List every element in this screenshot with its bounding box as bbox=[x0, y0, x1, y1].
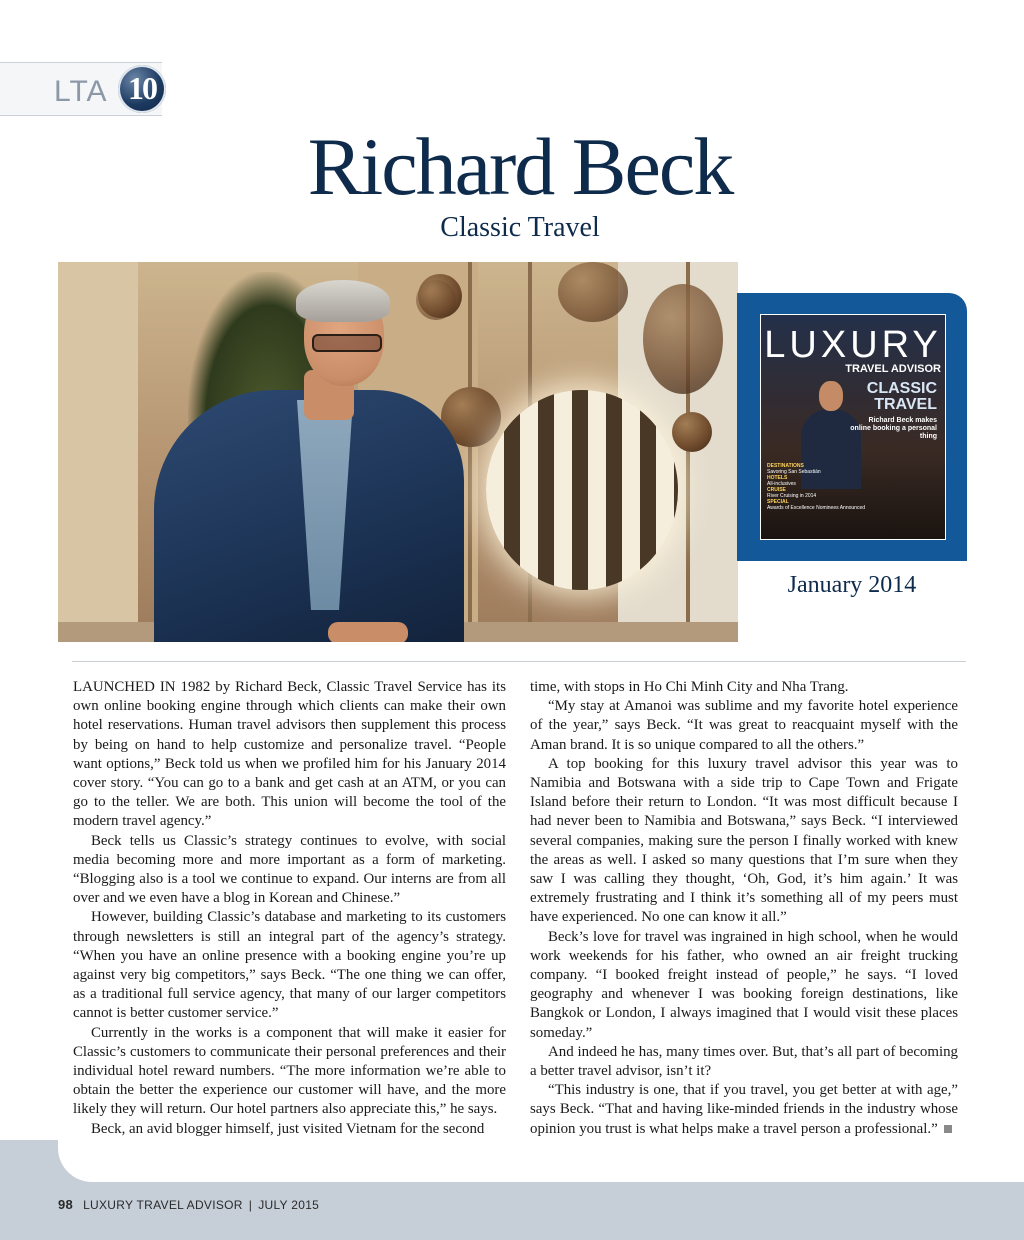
body-paragraph: A top booking for this luxury travel advisor this year was to Namibia and Botswana with a side trip to Cape Town and Frigate Island before their return to London. “It was most difficult because I had never been to Namibia and Botswana,” says Beck. “I interviewed several companies, making sure the person I finally worked with knew the areas as well. I asked so many questions that I’m sure when they saw I was calling they thought, ‘Oh, God, it’s him again.’ It was extremely frustrating and I think it’s something all of my peers must have experienced. No one can know it all.” bbox=[530, 755, 958, 926]
cover-section-label: SPECIAL bbox=[767, 499, 789, 505]
cover-caption: January 2014 bbox=[787, 572, 917, 598]
article-title: Richard Beck bbox=[307, 121, 733, 212]
body-paragraph: time, with stops in Ho Chi Minh City and Nha Trang. bbox=[530, 679, 849, 695]
body-paragraph-last bbox=[530, 1081, 958, 1139]
folio-publication: LUXURY TRAVEL ADVISOR bbox=[83, 1198, 243, 1212]
cover-section-text: Awards of Excellence Nominees Announced bbox=[767, 505, 866, 511]
cover-section-text: River Cruising in 2014 bbox=[767, 493, 817, 499]
page-folio bbox=[58, 1197, 319, 1212]
photo-wall-left bbox=[58, 262, 138, 642]
body-paragraph: Currently in the works is a component that will make it easier for Classic’s customers to communicate their personal preferences and their individual hotel reward numbers. “The more information we’re able to obtain the better the experience our customer will have, and the more likely they will return. Our hotel partners also appreciate this,” he says. bbox=[73, 1024, 506, 1118]
body-paragraph-text: “This industry is one, that if you travel, you get better at with age,” says Beck. “That and having like-minded friends in the industry whose opinion you trust is what helps make a travel person a professional.” bbox=[530, 1082, 958, 1137]
cover-masthead: LUXURY bbox=[764, 324, 942, 366]
photo-lamp-orb bbox=[643, 284, 723, 394]
photo-subject-glasses bbox=[312, 334, 382, 352]
cover-section-label: CRUISE bbox=[767, 487, 786, 493]
body-paragraph: Beck, an avid blogger himself, just visited Vietnam for the second bbox=[91, 1120, 485, 1137]
folio-issue: JULY 2015 bbox=[258, 1198, 320, 1212]
cover-section-text: Savoring San Sebastián bbox=[767, 469, 821, 475]
photo-lamp-orb bbox=[672, 412, 712, 452]
cover-tease: Richard Beck makes online booking a personal thing bbox=[850, 417, 937, 440]
photo-striped-orb-lamp bbox=[486, 390, 678, 590]
folio-separator: | bbox=[248, 1198, 253, 1212]
magazine-cover-image bbox=[760, 314, 946, 540]
lta-badge-number: 10 bbox=[128, 70, 156, 106]
cover-section-text: All-inclusives bbox=[767, 481, 796, 487]
body-column-left bbox=[73, 678, 506, 1139]
body-paragraph: “My stay at Amanoi was sublime and my favorite hotel experience of the year,” says Beck. “It was great to reacquaint myself with the Aman brand. It is so unique compared to all the others.” bbox=[530, 698, 958, 753]
body-paragraph: Beck tells us Classic’s strategy continues to evolve, with social media becoming more and more important as a form of marketing. “Blogging also is a tool we continue to expand. Our interns are from all over and we even have a blog in Korean and Chinese.” bbox=[73, 832, 506, 907]
cover-section-list bbox=[767, 463, 887, 511]
end-of-story-mark bbox=[944, 1125, 952, 1133]
cover-story-title: CLASSIC TRAVEL bbox=[866, 380, 937, 413]
section-divider bbox=[72, 661, 966, 662]
body-paragraph: However, building Classic’s database and marketing to its customers through newsletters is still an integral part of the agency’s strategy. “When you have an online presence with a booking engine you’re up against very big competitors,” says Beck. “The one thing we can offer, as a traditional full service agency, that many of our larger competitors cannot is better customer service.” bbox=[73, 909, 506, 1022]
photo-lamp-orb bbox=[416, 280, 456, 320]
cover-section-label: DESTINATIONS bbox=[767, 463, 804, 469]
body-paragraph: LAUNCHED IN 1982 by Richard Beck, Classic Travel Service has its own online booking engine through which clients can make their own hotel reservations. Human travel advisors then supplement this process by being on hand to help customize and personalize travel. “People want options,” Beck told us when we profiled him for his January 2014 cover story. “You can go to a bank and get cash at an ATM, or you can go to the teller. We are both. This union will become the tool of the modern travel agency.” bbox=[73, 679, 506, 830]
photo-subject-hands bbox=[328, 622, 408, 642]
photo-subject-hair bbox=[296, 280, 390, 322]
photo-lamp-rod bbox=[468, 262, 472, 642]
article-subtitle: Classic Travel bbox=[440, 212, 600, 243]
page-number: 98 bbox=[58, 1197, 74, 1212]
portrait-photo bbox=[58, 262, 738, 642]
cover-section-label: HOTELS bbox=[767, 475, 788, 481]
cover-masthead-sub: TRAVEL ADVISOR bbox=[845, 363, 941, 375]
photo-lamp-orb bbox=[558, 262, 628, 322]
body-paragraph: Beck’s love for travel was ingrained in high school, when he would work weekends for his father, who owned an air freight trucking company. “I booked freight instead of people,” he says. “I loved geography and whenever I was booking foreign destinations, like Bangkok or London, I always imagined that I would visit these places someday.” bbox=[530, 928, 958, 1041]
lta-badge-label: LTA bbox=[54, 75, 108, 108]
body-column-right bbox=[530, 678, 958, 1139]
body-paragraph: And indeed he has, many times over. But, that’s all part of becoming a better travel advisor, isn’t it? bbox=[530, 1043, 958, 1080]
